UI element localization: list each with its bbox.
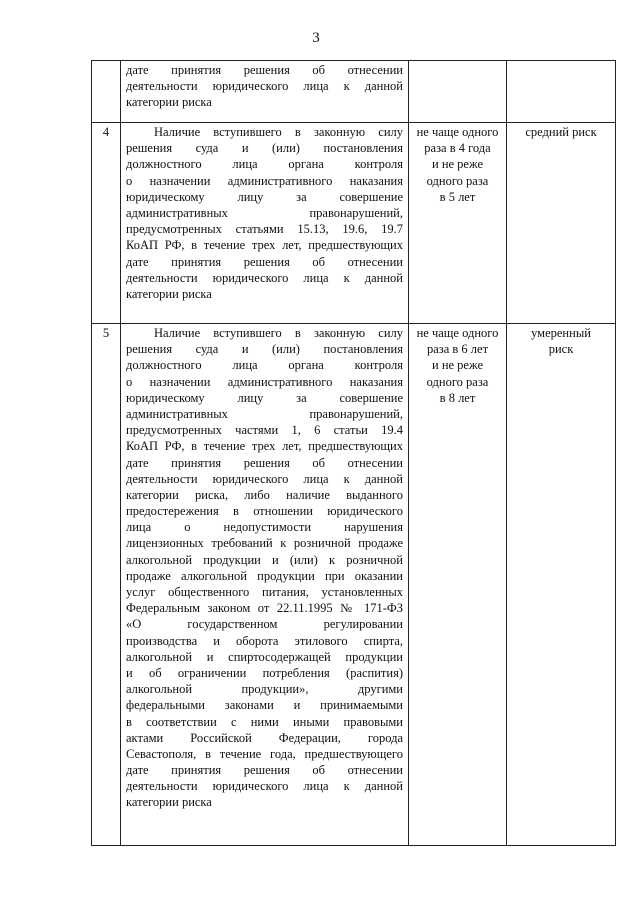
criteria-line: предусмотренных статьями 15.13, 19.6, 19.7 — [126, 222, 403, 237]
criteria-line: «О государственном регулировании — [126, 617, 403, 632]
frequency-cell — [409, 61, 507, 123]
criteria-line: Наличие вступившего в законную силу — [154, 125, 403, 139]
criteria-line: о назначении административного наказания — [126, 173, 403, 188]
criteria-line: дате принятия решения об отнесении — [126, 63, 403, 77]
criteria-line: решения суда и (или) постановления — [126, 141, 403, 156]
page-number: 3 — [312, 30, 320, 46]
criteria-line: административных правонарушений, — [126, 406, 403, 421]
criteria-line: категории риска — [126, 795, 212, 810]
criteria-line: административных правонарушений, — [126, 205, 403, 220]
criteria-line: деятельности юридического лица к данной — [126, 779, 403, 794]
criteria-line: актами Российской Федерации, города — [126, 730, 403, 745]
criteria-line: деятельности юридического лица к данной — [126, 79, 403, 94]
frequency-line: в 5 лет — [439, 189, 476, 204]
risk-category-cell — [507, 123, 616, 324]
row-number: 5 — [92, 324, 121, 846]
risk-category-line: риск — [548, 342, 574, 357]
risk-category-line: средний риск — [525, 125, 597, 139]
criteria-cell — [121, 123, 409, 324]
frequency-line: и не реже — [432, 157, 483, 172]
table-row — [92, 123, 616, 324]
frequency-cell — [409, 123, 507, 324]
table-row — [92, 61, 616, 123]
criteria-line: юридическому лицу за совершение — [126, 390, 403, 405]
criteria-line: категории риска, либо наличие выданного — [126, 487, 403, 502]
criteria-line: Федеральным законом от 22.11.1995 № 171-ФЗ — [126, 601, 403, 616]
criteria-cell — [121, 61, 409, 123]
risk-category-line: умеренный — [531, 326, 591, 340]
criteria-line: должностного лица органа контроля — [126, 157, 403, 172]
frequency-line: одного раза — [426, 374, 489, 389]
criteria-line: дате принятия решения об отнесении — [126, 763, 403, 778]
criteria-line: алкогольной и спиртосодержащей продукции — [126, 649, 403, 664]
criteria-line: предостережения в отношении юридического — [126, 504, 403, 519]
frequency-line: раза в 6 лет — [426, 342, 489, 357]
frequency-cell — [409, 324, 507, 846]
frequency-line: не чаще одного — [416, 326, 499, 340]
frequency-line: раза в 4 года — [424, 141, 491, 156]
criteria-line: алкогольной продукции», другими — [126, 682, 403, 697]
criteria-line: юридическому лицу за совершение — [126, 189, 403, 204]
criteria-line: деятельности юридического лица к данной — [126, 471, 403, 486]
criteria-line: категории риска — [126, 286, 212, 301]
frequency-line: одного раза — [426, 173, 489, 188]
criteria-line: дате принятия решения об отнесении — [126, 455, 403, 470]
criteria-line: продаже алкогольной продукции при оказании — [126, 568, 403, 583]
criteria-line: лица о недопустимости нарушения — [126, 520, 403, 535]
criteria-line: решения суда и (или) постановления — [126, 342, 403, 357]
criteria-line: производства и оборота этилового спирта, — [126, 633, 403, 648]
criteria-line: должностного лица органа контроля — [126, 358, 403, 373]
risk-category-cell — [507, 61, 616, 123]
frequency-line: не чаще одного — [416, 125, 499, 139]
criteria-line: о назначении административного наказания — [126, 374, 403, 389]
criteria-line: лицензионных требований к розничной продаже — [126, 536, 403, 551]
criteria-line: дате принятия решения об отнесении — [126, 254, 403, 269]
criteria-line: КоАП РФ, в течение трех лет, предшествующих — [126, 439, 403, 454]
criteria-cell — [121, 324, 409, 846]
criteria-line: предусмотренных частями 1, 6 статьи 19.4 — [126, 423, 403, 438]
row-number: 4 — [92, 123, 121, 324]
table-row — [92, 324, 616, 846]
criteria-line: федеральными законами и принимаемыми — [126, 698, 403, 713]
criteria-line: услуг общественного питания, установленных — [126, 585, 403, 599]
row-number — [92, 61, 121, 123]
criteria-line: в соответствии с ними иными правовыми — [126, 714, 403, 729]
criteria-line: алкогольной продукции и (или) к розничной — [126, 552, 403, 567]
criteria-line: и об ограничении потребления (распития) — [126, 665, 403, 680]
risk-category-cell — [507, 324, 616, 846]
risk-category-table — [91, 60, 616, 846]
criteria-line: категории риска — [126, 95, 212, 110]
frequency-line: в 8 лет — [439, 390, 476, 405]
frequency-line: и не реже — [432, 358, 483, 373]
criteria-line: Наличие вступившего в законную силу — [154, 326, 403, 340]
criteria-line: КоАП РФ, в течение трех лет, предшествующих — [126, 238, 403, 253]
criteria-line: деятельности юридического лица к данной — [126, 270, 403, 285]
criteria-line: Севастополя, в течение года, предшествующего — [126, 746, 403, 761]
